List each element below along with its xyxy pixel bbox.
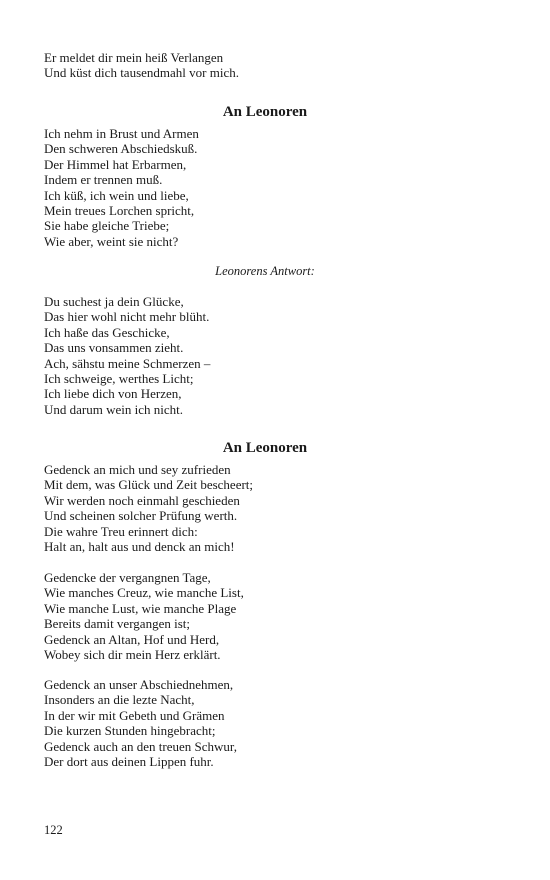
verse-line: Der dort aus deinen Lippen fuhr. [44, 754, 214, 770]
verse-line: Ich küß, ich wein und liebe, [44, 187, 189, 203]
verse-line: Sie habe gleiche Triebe; [44, 218, 170, 234]
verse-line: Wie aber, weint sie nicht? [44, 233, 179, 249]
verse-line: Wie manches Creuz, wie manche List, [44, 585, 244, 601]
poem2-stanza-1 [44, 462, 464, 554]
verse-line: Der Himmel hat Erbarmen, [44, 156, 187, 172]
verse-line: Die kurzen Stunden hingebracht; [44, 723, 216, 739]
verse-line: Und scheinen solcher Prüfung werth. [44, 508, 238, 524]
verse-line: Das hier wohl nicht mehr blüht. [44, 309, 210, 325]
verse-line: Mit dem, was Glück und Zeit bescheert; [44, 477, 254, 493]
verse-line: Halt an, halt aus und denck an mich! [44, 539, 235, 555]
verse-line: Ich haße das Geschicke, [44, 324, 170, 340]
verse-line: Gedencke der vergangnen Tage, [44, 570, 211, 585]
verse-line: Er meldet dir mein heiß Verlangen [44, 50, 224, 65]
poem-subtitle: Leonorens Antwort: [215, 264, 315, 278]
verse-line: Du suchest ja dein Glücke, [44, 294, 184, 309]
poem1-stanza-1 [44, 126, 464, 249]
verse-line: Wobey sich dir mein Herz erklärt. [44, 647, 221, 663]
verse-line: Ich liebe dich von Herzen, [44, 386, 182, 402]
verse-line: Indem er trennen muß. [44, 172, 163, 188]
poem2-stanza-2 [44, 570, 464, 662]
verse-line: Ich nehm in Brust und Armen [44, 126, 199, 141]
verse-line: Mein treues Lorchen spricht, [44, 203, 195, 219]
verse-line: Gedenck auch an den treuen Schwur, [44, 738, 237, 754]
verse-line: Gedenck an Altan, Hof und Herd, [44, 631, 220, 647]
verse-line: Und darum wein ich nicht. [44, 401, 183, 417]
verse-line: Insonders an die lezte Nacht, [44, 692, 195, 708]
verse-line: Die wahre Treu erinnert dich: [44, 523, 198, 539]
poem-title: An Leonoren [222, 104, 308, 120]
verse-line: Und küst dich tausendmahl vor mich. [44, 65, 239, 81]
poem-title: An Leonoren [222, 440, 308, 456]
verse-line: Gedenck an unser Abschiednehmen, [44, 677, 234, 692]
verse-line: Wir werden noch einmahl geschieden [44, 492, 240, 508]
verse-line: In der wir mit Gebeth und Grämen [44, 707, 225, 723]
page-number: 122 [44, 823, 63, 837]
verse-line: Ach, sähstu meine Schmerzen – [44, 355, 211, 371]
poem1-stanza-2 [44, 294, 464, 417]
verse-line: Das uns vonsammen zieht. [44, 340, 184, 356]
verse-line: Bereits damit vergangen ist; [44, 616, 190, 632]
verse-line: Ich schweige, werthes Licht; [44, 371, 194, 387]
opening-lines [44, 50, 464, 81]
poem2-stanza-3 [44, 677, 464, 769]
verse-line: Den schweren Abschiedskuß. [44, 141, 198, 157]
verse-line: Gedenck an mich und sey zufrieden [44, 462, 231, 477]
verse-line: Wie manche Lust, wie manche Plage [44, 600, 237, 616]
